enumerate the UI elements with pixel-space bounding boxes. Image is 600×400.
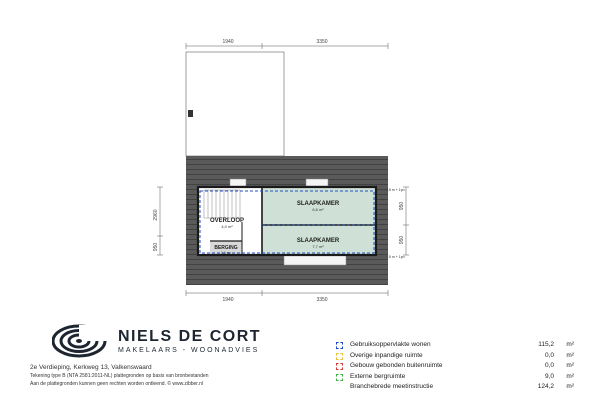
side-note: 1,5 m + 1pn: [386, 188, 405, 192]
bottom-dimension-line: [186, 290, 388, 303]
dim-top-2: 3350: [316, 39, 328, 45]
roof-right: [376, 187, 388, 255]
dim-right-1: 950: [399, 201, 405, 211]
legend-value: 0,0: [544, 351, 554, 359]
drawing-type-line: Tekening type B (NTA 2581:2011-NL) plattegronden op basis van bronbestanden: [30, 373, 209, 379]
legend-unit: m²: [566, 362, 574, 369]
legend-label: Gebruiksoppervlakte wonen: [350, 341, 431, 348]
legend-unit: m²: [566, 372, 574, 380]
legend-swatch-icon: [336, 342, 343, 349]
brand-subtitle: MAKELAARS - WOONADVIES: [118, 347, 260, 354]
legend-swatch-icon: [336, 374, 343, 381]
skylight: [230, 179, 246, 186]
area-legend: [336, 340, 576, 393]
room-name-overloop: OVERLOOP: [209, 218, 245, 224]
disclaimer-line: Aan de plattegronden kunnen geen rechten worden ontleend. © www.zibber.nl: [30, 381, 203, 387]
brand-logo: [52, 324, 108, 358]
top-dimension-line: [186, 39, 388, 49]
room-name-slaapkamer: SLAAPKAMER: [296, 238, 340, 244]
legend-swatch-icon: [336, 363, 343, 370]
dim-left-2: 950: [153, 242, 159, 252]
legend-value: 115,2: [538, 341, 554, 348]
room-name-slaapkamer: SLAAPKAMER: [296, 201, 340, 207]
legend-value: 0,0: [544, 362, 554, 369]
legend-unit: m²: [566, 351, 574, 359]
legend-row: [336, 372, 576, 383]
skylight: [306, 179, 328, 186]
dim-left-1: 2960: [153, 209, 159, 221]
legend-row: [336, 361, 576, 372]
room-area-overloop: 4,0 m²: [221, 224, 233, 229]
legend-label: Gebouw gebonden buitenruimte: [350, 362, 443, 369]
address-line: 2e Verdieping, Kerkweg 13, Valkenswaard: [30, 364, 152, 371]
legend-row: [336, 340, 576, 351]
roof-left: [186, 187, 198, 255]
dim-top-1: 1940: [222, 39, 234, 45]
legend-row: [336, 351, 576, 362]
room-area-berging: 1,1 m²: [221, 251, 231, 255]
brand-block: [118, 328, 261, 354]
legend-value: 124,2: [537, 383, 554, 390]
overloop-area: [198, 187, 262, 222]
right-dimension-line: [399, 187, 409, 255]
legend-unit: m²: [566, 341, 574, 348]
left-dimension-line: [153, 187, 163, 255]
dim-bottom-2: 3350: [316, 297, 328, 303]
chimney-marker: [188, 110, 193, 117]
brand-name: NIELS DE CORT: [118, 328, 262, 345]
legend-label: Overige inpandige ruimte: [350, 351, 423, 359]
room-area-slaapkamer: 6,6 m²: [312, 207, 324, 212]
legend-label: Branchebrede meetinstructie: [350, 383, 434, 390]
room-name-berging: BERGING: [214, 245, 238, 251]
legend-unit: m²: [566, 383, 574, 390]
legend-row: [336, 382, 576, 393]
roof-top: [186, 156, 388, 187]
upper-outline: [186, 52, 284, 156]
drawing-info: [30, 364, 330, 387]
dim-right-2: 950: [399, 235, 405, 245]
legend-value: 9,0: [544, 372, 554, 380]
dormer: [284, 255, 346, 265]
legend-label: Externe bergruimte: [350, 372, 406, 380]
room-area-slaapkamer: 7,7 m²: [312, 244, 324, 249]
dim-bottom-1: 1940: [222, 297, 234, 303]
legend-swatch-icon: [336, 353, 343, 360]
side-note: 1,5 m + 1pn: [386, 255, 405, 259]
